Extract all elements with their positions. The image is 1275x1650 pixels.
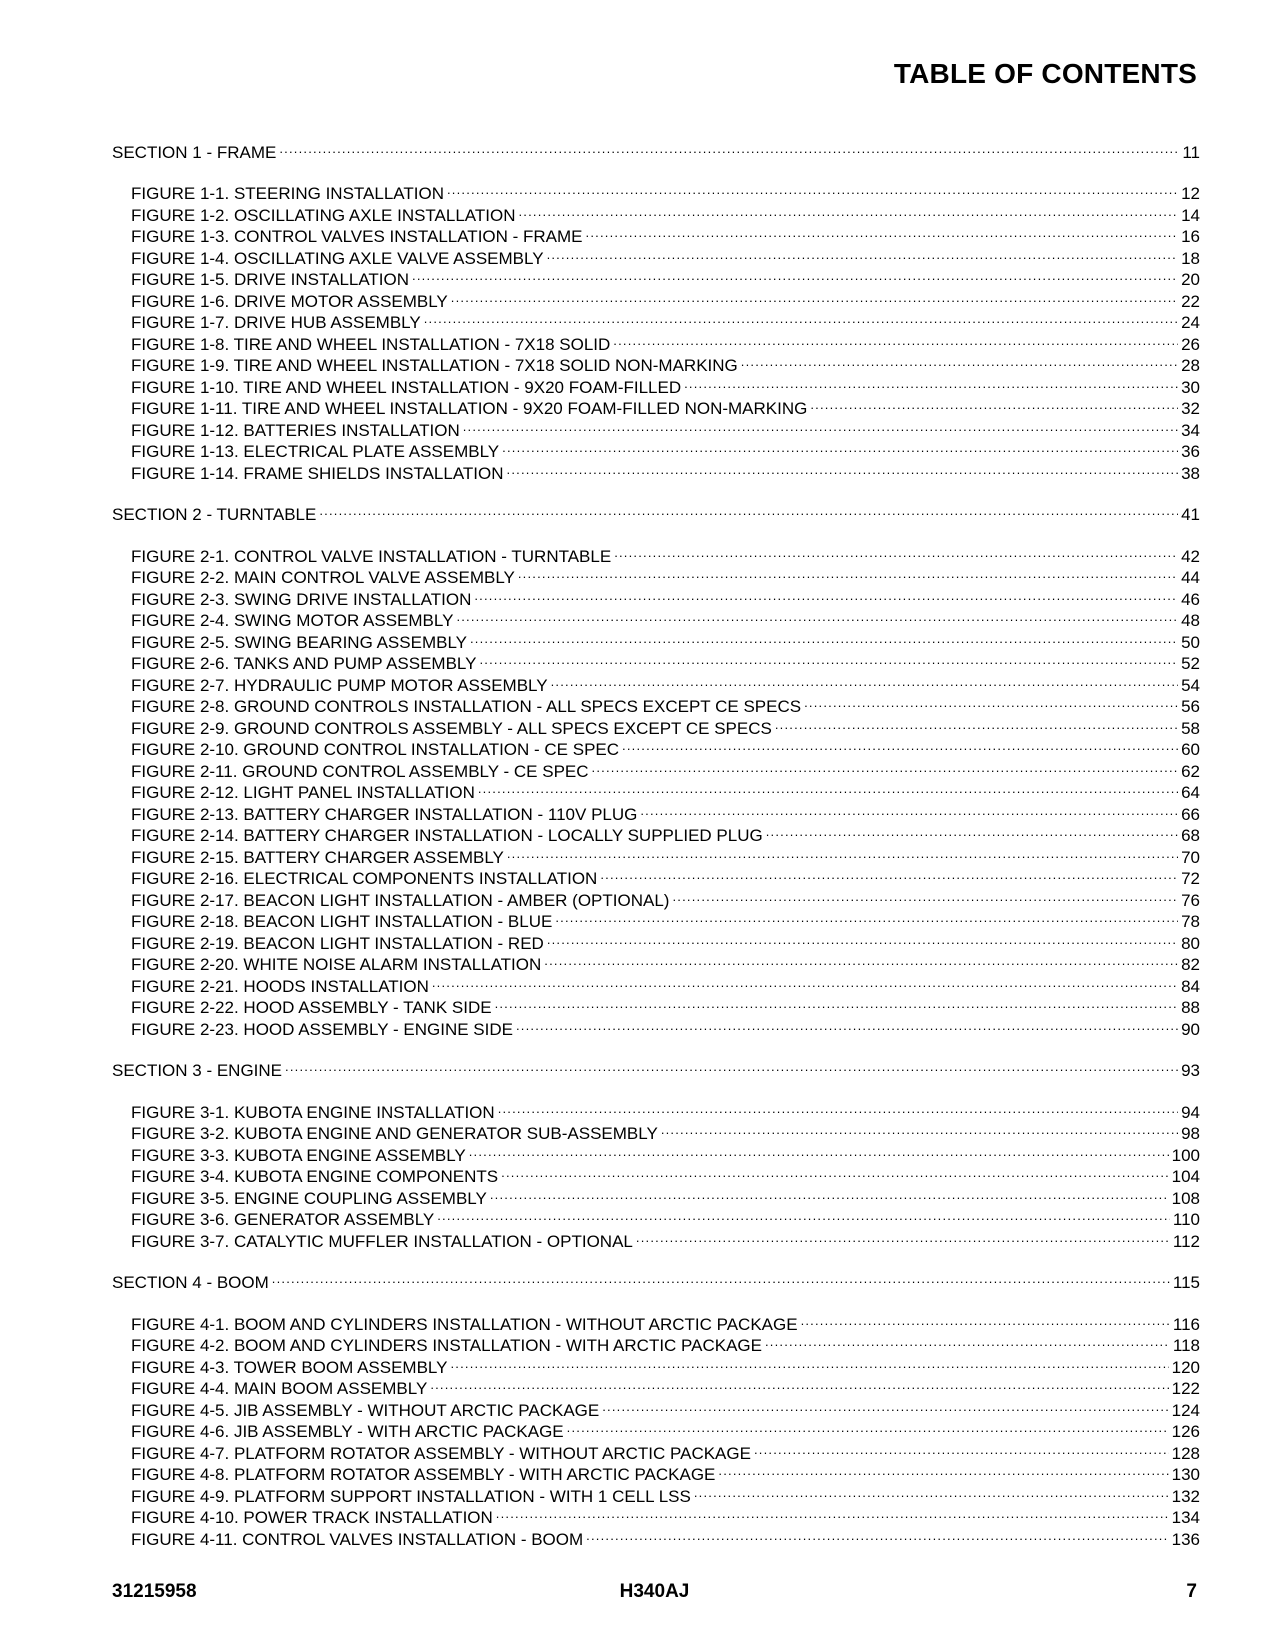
toc-figure-entry-page: 118	[1172, 1336, 1200, 1355]
dot-leader	[661, 1118, 1178, 1140]
dot-leader	[285, 1055, 1178, 1077]
toc-figure-entry-label: FIGURE 4-10. POWER TRACK INSTALLATION	[131, 1508, 493, 1527]
toc-figure-entry-label: FIGURE 1-14. FRAME SHIELDS INSTALLATION	[131, 463, 504, 483]
toc-figure-entry-page: 94	[1181, 1102, 1200, 1122]
toc-figure-entry-page: 136	[1171, 1529, 1200, 1549]
toc-figure-entry-label: FIGURE 4-1. BOOM AND CYLINDERS INSTALLATION - WITHOUT ARCTIC PACKAGE	[131, 1314, 798, 1334]
toc-figure-entry-page: 124	[1171, 1400, 1200, 1420]
toc-figure-entry-label: FIGURE 2-4. SWING MOTOR ASSEMBLY	[131, 611, 454, 630]
toc-figure-entry-page: 50	[1181, 632, 1200, 652]
toc-figure-entry-label: FIGURE 1-3. CONTROL VALVES INSTALLATION - FRAME	[131, 227, 583, 246]
toc-section	[112, 136, 1200, 483]
dot-leader	[741, 350, 1178, 372]
toc-figure-entry-label: FIGURE 4-4. MAIN BOOM ASSEMBLY	[131, 1379, 428, 1398]
toc-figure-entry-page: 84	[1181, 976, 1200, 996]
toc-figure-entry-label: FIGURE 1-2. OSCILLATING AXLE INSTALLATION	[131, 205, 516, 225]
dot-leader	[810, 393, 1178, 415]
toc-figure-entry-label: FIGURE 2-5. SWING BEARING ASSEMBLY	[131, 632, 467, 652]
dot-leader	[507, 841, 1178, 863]
dot-leader	[474, 583, 1178, 605]
toc-figure-entry-label: FIGURE 2-2. MAIN CONTROL VALVE ASSEMBLY	[131, 568, 515, 587]
toc-section	[112, 1267, 1200, 1549]
toc-figure-entry-label: FIGURE 2-23. HOOD ASSEMBLY - ENGINE SIDE	[131, 1019, 513, 1039]
dot-leader	[622, 734, 1178, 756]
dot-leader	[775, 712, 1178, 734]
dot-leader	[478, 777, 1178, 799]
toc-figure-entry-page: 70	[1181, 847, 1200, 867]
dot-leader	[586, 221, 1179, 243]
dot-leader	[470, 626, 1178, 648]
dot-leader	[495, 992, 1179, 1014]
dot-leader	[640, 798, 1178, 820]
toc-figure-entry-page: 16	[1181, 227, 1200, 246]
dot-leader	[319, 499, 1178, 521]
toc-figure-entry-label: FIGURE 4-7. PLATFORM ROTATOR ASSEMBLY - WITHOUT ARCTIC PACKAGE	[131, 1443, 751, 1463]
table-of-contents	[112, 136, 1200, 1565]
dot-leader	[614, 540, 1178, 562]
dot-leader	[567, 1416, 1169, 1438]
dot-leader	[765, 1330, 1170, 1352]
toc-section	[112, 1055, 1200, 1251]
footer-page-number: 7	[1186, 1581, 1197, 1602]
figure-list	[112, 540, 1200, 1039]
toc-figure-entry-label: FIGURE 1-1. STEERING INSTALLATION	[131, 184, 444, 203]
dot-leader	[804, 691, 1178, 713]
toc-figure-entry-page: 24	[1181, 313, 1200, 332]
toc-figure-entry-page: 32	[1181, 399, 1200, 418]
toc-figure-entry-label: FIGURE 1-8. TIRE AND WHEEL INSTALLATION - 7X18 SOLID	[131, 334, 611, 354]
toc-figure-entry-page: 80	[1181, 933, 1200, 953]
toc-section-entry[interactable]	[112, 1267, 1200, 1292]
toc-figure-entry-page: 116	[1172, 1314, 1200, 1334]
toc-section-entry-page: 115	[1172, 1273, 1200, 1292]
figure-list	[112, 1096, 1200, 1251]
dot-leader	[507, 457, 1179, 479]
dot-leader	[636, 1225, 1170, 1247]
toc-figure-entry-label: FIGURE 3-5. ENGINE COUPLING ASSEMBLY	[131, 1188, 487, 1208]
dot-leader	[766, 820, 1178, 842]
toc-section	[112, 499, 1200, 1039]
dot-leader	[496, 1502, 1169, 1524]
toc-figure-entry-page: 60	[1181, 740, 1200, 759]
toc-figure-entry-label: FIGURE 2-14. BATTERY CHARGER INSTALLATION - LOCALLY SUPPLIED PLUG	[131, 826, 763, 845]
toc-section-entry[interactable]	[112, 1055, 1200, 1080]
toc-section-entry-page: 41	[1181, 505, 1200, 524]
toc-figure-entry-label: FIGURE 1-11. TIRE AND WHEEL INSTALLATION - 9X20 FOAM-FILLED NON-MARKING	[131, 399, 808, 418]
toc-figure-entry-label: FIGURE 2-3. SWING DRIVE INSTALLATION	[131, 589, 472, 609]
toc-figure-entry-page: 128	[1171, 1443, 1200, 1463]
toc-figure-entry-label: FIGURE 2-9. GROUND CONTROLS ASSEMBLY - ALL SPECS EXCEPT CE SPECS	[131, 718, 772, 738]
dot-leader	[592, 755, 1179, 777]
toc-section-entry[interactable]	[112, 499, 1200, 524]
dot-leader	[456, 605, 1178, 627]
toc-figure-entry-label: FIGURE 1-9. TIRE AND WHEEL INSTALLATION - 7X18 SOLID NON-MARKING	[131, 356, 738, 375]
toc-figure-entry-label: FIGURE 1-7. DRIVE HUB ASSEMBLY	[131, 313, 421, 332]
toc-figure-entry-label: FIGURE 3-4. KUBOTA ENGINE COMPONENTS	[131, 1167, 499, 1186]
dot-leader	[600, 863, 1178, 885]
dot-leader	[279, 136, 1179, 158]
toc-figure-entry-page: 90	[1181, 1019, 1200, 1039]
toc-figure-entry-label: FIGURE 4-5. JIB ASSEMBLY - WITHOUT ARCTIC PACKAGE	[131, 1400, 600, 1420]
toc-figure-entry-page: 34	[1181, 420, 1200, 440]
toc-figure-entry-label: FIGURE 1-4. OSCILLATING AXLE VALVE ASSEMBLY	[131, 248, 544, 268]
toc-figure-entry-page: 134	[1171, 1508, 1200, 1527]
toc-figure-entry-label: FIGURE 2-18. BEACON LIGHT INSTALLATION - BLUE	[131, 912, 553, 931]
toc-figure-entry-page: 58	[1181, 718, 1200, 738]
toc-figure-entry-page: 46	[1181, 589, 1200, 609]
toc-figure-entry-page: 126	[1171, 1422, 1200, 1441]
dot-leader	[272, 1267, 1170, 1289]
toc-figure-entry-label: FIGURE 3-3. KUBOTA ENGINE ASSEMBLY	[131, 1145, 466, 1165]
dot-leader	[502, 436, 1178, 458]
toc-figure-entry-label: FIGURE 3-6. GENERATOR ASSEMBLY	[131, 1210, 435, 1229]
toc-figure-entry-label: FIGURE 4-11. CONTROL VALVES INSTALLATION - BOOM	[131, 1529, 584, 1549]
toc-section-entry-label: SECTION 1 - FRAME	[112, 142, 277, 162]
toc-figure-entry-label: FIGURE 2-19. BEACON LIGHT INSTALLATION - RED	[131, 933, 544, 953]
dot-leader	[490, 1182, 1169, 1204]
toc-figure-entry-page: 38	[1181, 463, 1200, 483]
toc-section-entry[interactable]	[112, 136, 1200, 162]
dot-leader	[555, 906, 1178, 928]
toc-section-entry-page: 93	[1181, 1061, 1200, 1080]
toc-figure-entry-page: 110	[1172, 1210, 1200, 1229]
toc-figure-entry-label: FIGURE 2-11. GROUND CONTROL ASSEMBLY - CE SPEC	[131, 761, 589, 781]
toc-figure-entry-label: FIGURE 2-20. WHITE NOISE ALARM INSTALLATION	[131, 955, 542, 974]
toc-figure-entry-page: 122	[1171, 1379, 1200, 1398]
toc-figure-entry-label: FIGURE 4-3. TOWER BOOM ASSEMBLY	[131, 1357, 448, 1377]
dot-leader	[694, 1480, 1169, 1502]
dot-leader	[718, 1459, 1168, 1481]
toc-figure-entry-page: 22	[1181, 291, 1200, 311]
footer-document-number: 31215958	[112, 1581, 197, 1602]
toc-figure-entry-label: FIGURE 2-6. TANKS AND PUMP ASSEMBLY	[131, 654, 477, 673]
toc-figure-entry-page: 56	[1181, 697, 1200, 716]
dot-leader	[801, 1308, 1170, 1330]
page-footer	[112, 1581, 1197, 1605]
dot-leader	[547, 927, 1178, 949]
dot-leader	[450, 1351, 1168, 1373]
toc-figure-entry-label: FIGURE 2-17. BEACON LIGHT INSTALLATION - AMBER (OPTIONAL)	[131, 890, 670, 910]
toc-figure-entry-page: 68	[1181, 826, 1200, 845]
toc-figure-entry-label: FIGURE 2-22. HOOD ASSEMBLY - TANK SIDE	[131, 998, 492, 1017]
toc-figure-entry-page: 88	[1181, 998, 1200, 1017]
toc-figure-entry-label: FIGURE 2-15. BATTERY CHARGER ASSEMBLY	[131, 847, 504, 867]
toc-figure-entry-page: 120	[1171, 1357, 1200, 1377]
toc-section-entry-label: SECTION 2 - TURNTABLE	[112, 505, 317, 524]
toc-figure-entry-page: 48	[1181, 611, 1200, 630]
dot-leader	[684, 371, 1178, 393]
toc-figure-entry-page: 36	[1181, 442, 1200, 461]
dot-leader	[602, 1394, 1168, 1416]
toc-figure-entry-page: 104	[1171, 1167, 1200, 1186]
toc-figure-entry-page: 14	[1181, 205, 1200, 225]
dot-leader	[451, 285, 1178, 307]
toc-figure-entry-page: 82	[1181, 955, 1200, 974]
toc-figure-entry-label: FIGURE 2-8. GROUND CONTROLS INSTALLATION - ALL SPECS EXCEPT CE SPECS	[131, 697, 802, 716]
toc-figure-entry-page: 72	[1181, 869, 1200, 888]
toc-figure-entry-page: 12	[1181, 184, 1200, 203]
dot-leader	[519, 199, 1179, 221]
dot-leader	[501, 1161, 1168, 1183]
dot-leader	[479, 648, 1178, 670]
toc-section-entry-label: SECTION 4 - BOOM	[112, 1273, 269, 1292]
figure-list	[112, 178, 1200, 483]
toc-figure-entry-label: FIGURE 3-2. KUBOTA ENGINE AND GENERATOR SUB-ASSEMBLY	[131, 1124, 658, 1143]
toc-figure-entry-page: 78	[1181, 912, 1200, 931]
dot-leader	[754, 1437, 1169, 1459]
toc-figure-entry-page: 98	[1181, 1124, 1200, 1143]
toc-figure-entry[interactable]	[112, 178, 1200, 203]
toc-figure-entry-label: FIGURE 4-6. JIB ASSEMBLY - WITH ARCTIC PACKAGE	[131, 1422, 564, 1441]
toc-figure-entry-page: 20	[1181, 270, 1200, 289]
toc-figure-entry-label: FIGURE 4-9. PLATFORM SUPPORT INSTALLATION - WITH 1 CELL LSS	[131, 1486, 691, 1506]
toc-figure-entry-label: FIGURE 4-8. PLATFORM ROTATOR ASSEMBLY - WITH ARCTIC PACKAGE	[131, 1465, 716, 1484]
toc-figure-entry-label: FIGURE 2-1. CONTROL VALVE INSTALLATION - TURNTABLE	[131, 546, 612, 566]
dot-leader	[547, 242, 1179, 264]
dot-leader	[551, 669, 1178, 691]
toc-figure-entry[interactable]	[112, 1096, 1200, 1122]
toc-figure-entry-label: FIGURE 2-16. ELECTRICAL COMPONENTS INSTALLATION	[131, 869, 598, 888]
toc-figure-entry-page: 44	[1181, 568, 1200, 587]
toc-section-entry-label: SECTION 3 - ENGINE	[112, 1061, 283, 1080]
dot-leader	[463, 414, 1178, 436]
toc-figure-entry-page: 54	[1181, 675, 1200, 695]
dot-leader	[437, 1204, 1170, 1226]
dot-leader	[469, 1139, 1169, 1161]
dot-leader	[498, 1096, 1178, 1118]
toc-figure-entry-label: FIGURE 3-7. CATALYTIC MUFFLER INSTALLATION - OPTIONAL	[131, 1231, 633, 1251]
dot-leader	[447, 178, 1178, 200]
dot-leader	[672, 884, 1178, 906]
toc-figure-entry-page: 132	[1171, 1486, 1200, 1506]
dot-leader	[516, 1013, 1178, 1035]
dot-leader	[412, 264, 1178, 286]
toc-figure-entry-page: 130	[1171, 1465, 1200, 1484]
toc-figure-entry-page: 52	[1181, 654, 1200, 673]
dot-leader	[430, 1373, 1168, 1395]
toc-figure-entry-page: 28	[1181, 356, 1200, 375]
toc-figure-entry-page: 26	[1181, 334, 1200, 354]
toc-figure-entry-label: FIGURE 1-10. TIRE AND WHEEL INSTALLATION - 9X20 FOAM-FILLED	[131, 377, 682, 397]
toc-figure-entry-label: FIGURE 2-21. HOODS INSTALLATION	[131, 976, 429, 996]
page-title: TABLE OF CONTENTS	[893, 58, 1197, 89]
dot-leader	[544, 949, 1178, 971]
dot-leader	[518, 562, 1178, 584]
toc-figure-entry-page: 62	[1181, 761, 1200, 781]
figure-list	[112, 1308, 1200, 1549]
toc-figure-entry[interactable]	[112, 1308, 1200, 1334]
toc-figure-entry-label: FIGURE 2-7. HYDRAULIC PUMP MOTOR ASSEMBLY	[131, 675, 548, 695]
toc-figure-entry-page: 100	[1171, 1145, 1200, 1165]
toc-section-entry-page: 11	[1182, 142, 1200, 162]
toc-figure-entry-page: 30	[1181, 377, 1200, 397]
toc-figure-entry-label: FIGURE 2-12. LIGHT PANEL INSTALLATION	[131, 783, 475, 802]
toc-figure-entry-page: 108	[1171, 1188, 1200, 1208]
dot-leader	[432, 970, 1178, 992]
toc-figure-entry-label: FIGURE 3-1. KUBOTA ENGINE INSTALLATION	[131, 1102, 495, 1122]
toc-figure-entry-label: FIGURE 2-13. BATTERY CHARGER INSTALLATION - 110V PLUG	[131, 804, 638, 824]
toc-figure-entry-page: 66	[1181, 804, 1200, 824]
dot-leader	[613, 328, 1178, 350]
toc-figure-entry[interactable]	[112, 540, 1200, 566]
toc-figure-entry-page: 112	[1172, 1231, 1200, 1251]
footer-model: H340AJ	[619, 1581, 690, 1602]
toc-figure-entry-label: FIGURE 4-2. BOOM AND CYLINDERS INSTALLATION - WITH ARCTIC PACKAGE	[131, 1336, 762, 1355]
dot-leader	[586, 1523, 1168, 1545]
toc-figure-entry-label: FIGURE 1-6. DRIVE MOTOR ASSEMBLY	[131, 291, 448, 311]
dot-leader	[424, 307, 1178, 329]
toc-figure-entry-label: FIGURE 1-5. DRIVE INSTALLATION	[131, 270, 410, 289]
toc-figure-entry-page: 18	[1181, 248, 1200, 268]
toc-figure-entry-label: FIGURE 1-12. BATTERIES INSTALLATION	[131, 420, 460, 440]
toc-figure-entry-page: 64	[1181, 783, 1200, 802]
toc-figure-entry-label: FIGURE 1-13. ELECTRICAL PLATE ASSEMBLY	[131, 442, 500, 461]
toc-figure-entry-page: 76	[1181, 890, 1200, 910]
toc-figure-entry-page: 42	[1181, 546, 1200, 566]
toc-figure-entry-label: FIGURE 2-10. GROUND CONTROL INSTALLATION - CE SPEC	[131, 740, 620, 759]
